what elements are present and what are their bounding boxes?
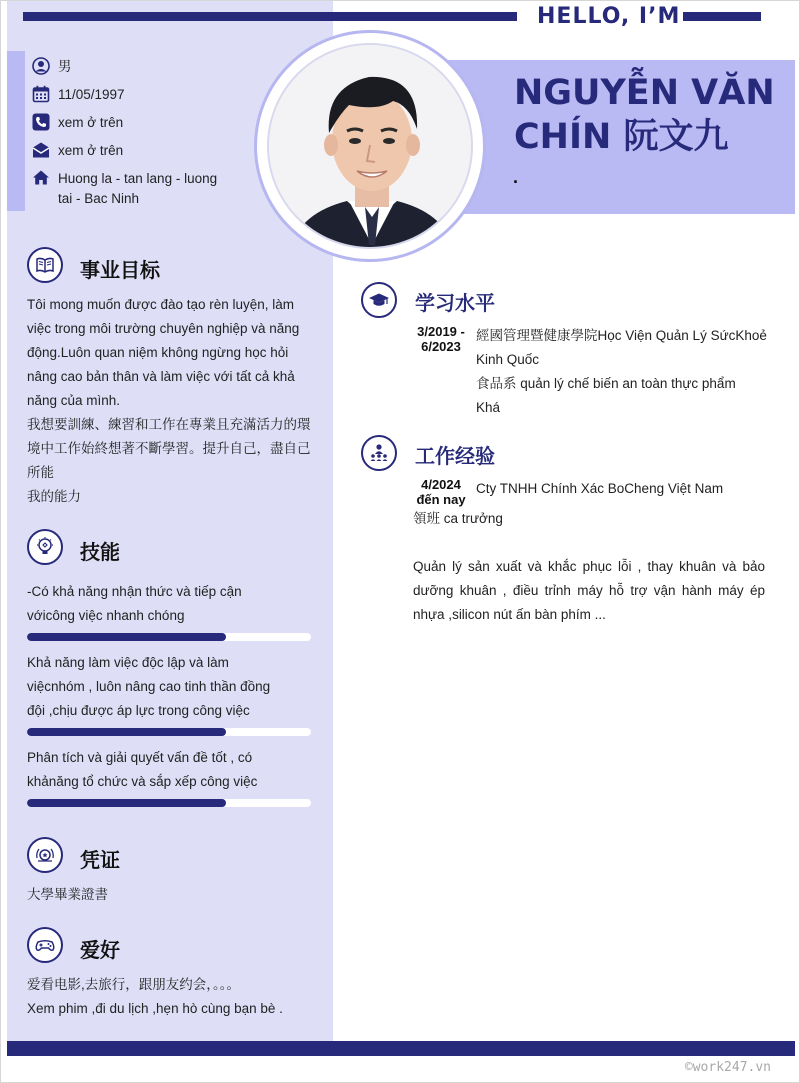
award-icon [27, 837, 63, 873]
contact-accent-bar [7, 51, 25, 211]
home-icon [32, 169, 50, 187]
bottom-decor-bar [7, 1041, 795, 1056]
education-grade: Khá [476, 400, 501, 415]
contact-gender [32, 57, 72, 77]
experience-company: Cty TNHH Chính Xác BoCheng Việt Nam [476, 481, 724, 496]
contact-address [32, 169, 218, 209]
hobbies-line-2: Xem phim ,đi du lịch ,hẹn hò cùng bạn bè . [27, 1001, 283, 1016]
watermark: ©work247.vn [684, 1060, 771, 1075]
education-date-start: 3/2019 - [417, 324, 465, 339]
contact-birthday [32, 85, 125, 105]
birthday-value: 11/05/1997 [58, 87, 125, 102]
objective-text [27, 293, 315, 509]
skill-text-2: Khả năng làm việc độc lập và làm việcnhóm , luôn nâng cao tinh thần đồng đội ,chịu được áp lực trong công việc [27, 655, 271, 718]
gender-value: 男 [58, 59, 72, 74]
lightbulb-icon [27, 529, 63, 565]
phone-icon [32, 113, 50, 131]
skills-title: 技能 [80, 540, 120, 564]
education-school: 經國管理暨健康學院Học Viện Quản Lý SứcKhoẻ Kinh Quốc [476, 328, 767, 367]
contact-email [32, 141, 123, 161]
skill-bar-1 [27, 633, 311, 641]
calendar-icon [32, 85, 50, 103]
contact-phone [32, 113, 123, 133]
skill-bar-3-fill [27, 799, 226, 807]
education-title: 学习水平 [415, 291, 495, 315]
education-date [409, 324, 473, 354]
candidate-name: NGUYỄN VĂN CHÍN 阮文九 [514, 73, 775, 157]
team-icon [361, 435, 397, 471]
phone-value: xem ở trên [58, 115, 124, 130]
gamepad-icon [27, 927, 63, 963]
hello-heading: HELLO, I’M [537, 4, 681, 29]
experience-date [409, 477, 473, 507]
skill-bar-2 [27, 728, 311, 736]
envelope-icon [32, 141, 50, 159]
address-value: Huong la - tan lang - luong tai - Bac Ninh [58, 171, 218, 206]
experience-date-start: 4/2024 [421, 477, 461, 492]
experience-position: 領班 ca trưởng [413, 511, 503, 526]
objective-title: 事业目标 [80, 258, 160, 282]
objective-text-zh: 我想要訓練、練習和工作在專業且充滿活力的環境中工作始終想著不斷學習。提升自己，盡自己所能 [27, 417, 311, 480]
experience-date-end: đến nay [416, 492, 466, 507]
avatar [267, 43, 473, 249]
hobbies-text [27, 973, 327, 1021]
email-value: xem ở trên [58, 143, 124, 158]
hobbies-title: 爱好 [80, 938, 120, 962]
experience-title: 工作经验 [415, 444, 495, 468]
experience-description: Quản lý sản xuất và khắc phục lỗi , thay khuân và bảo dưỡng khuân , điều trỉnh máy hỗ trợ vận hành máy ép nhựa ,silicon nút ấn bàn phím ... [413, 559, 765, 622]
skill-bar-1-fill [27, 633, 226, 641]
objective-text-vi: Tôi mong muốn được đào tạo rèn luyện, làm việc trong môi trường chuyên nghiệp và năng động.Luôn quan niệm không ngừng học hỏi nâng cao bản thân và làm việc với tất cả khả năng của mình. [27, 297, 300, 408]
skill-bar-3 [27, 799, 311, 807]
book-icon [27, 247, 63, 283]
hobbies-line-1: 爱看电影,去旅行，跟朋友约会，。。。 [27, 977, 241, 992]
certificates-title: 凭证 [80, 848, 120, 872]
education-details [476, 324, 776, 420]
avatar-portrait [269, 45, 473, 249]
objective-text-zh2: 我的能力 [27, 489, 81, 504]
education-date-end: 6/2023 [421, 339, 461, 354]
graduation-cap-icon [361, 282, 397, 318]
education-major: 食品系 quản lý chế biến an toàn thực phẩm [476, 376, 736, 391]
certificates-text: 大學畢業證書 [27, 887, 108, 902]
candidate-subtitle: . [513, 167, 519, 187]
top-decor-bar-left [23, 12, 517, 21]
user-icon [32, 57, 50, 75]
skill-text-3: Phân tích và giải quyết vấn đề tốt , có khảnăng tổ chức và sắp xếp công việc [27, 750, 258, 789]
top-decor-bar-right [683, 12, 761, 21]
skill-bar-2-fill [27, 728, 226, 736]
skill-text-1: -Có khả năng nhận thức và tiếp cận vớicông việc nhanh chóng [27, 584, 242, 623]
